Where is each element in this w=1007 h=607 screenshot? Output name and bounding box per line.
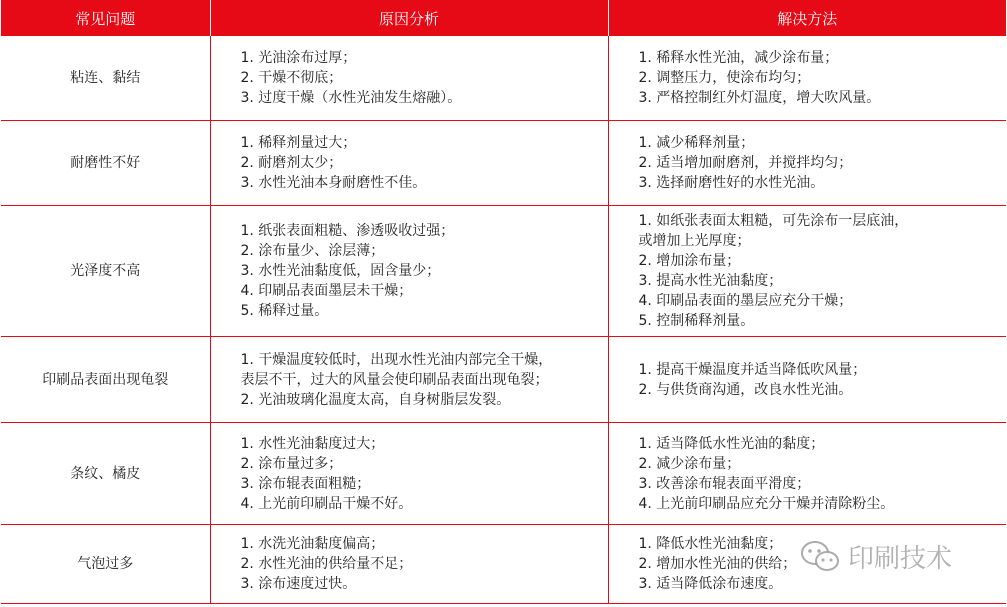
causes-cell (210, 121, 608, 206)
solution-item: 1. 降低水性光油黏度； (638, 536, 783, 552)
solution-item: 2. 调整压力，使涂布均匀； (638, 70, 811, 86)
wechat-icon (800, 540, 840, 574)
solution-item: 3. 改善涂布辊表面平滑度； (638, 475, 811, 492)
solution-item: 4. 上光前印刷品应充分干燥并清除粉尘。 (638, 495, 895, 512)
cause-item: 1. 光油涂布过厚； (240, 50, 357, 66)
solutions-cell (608, 206, 1006, 337)
solutions-cell (608, 337, 1006, 423)
problem-cell: 条纹、橘皮 (1, 423, 210, 525)
solution-item: 4. 印刷品表面的墨层应充分干燥； (638, 293, 853, 309)
solution-item: 2. 适当增加耐磨剂，并搅拌均匀； (638, 155, 853, 171)
problem-cell: 粘连、黏结 (1, 36, 210, 121)
header-solutions: 解决方法 (608, 0, 1006, 36)
solution-item: 1. 适当降低水性光油的黏度； (638, 435, 825, 452)
cause-item: 2. 水性光油的供给量不足； (240, 556, 413, 572)
problem-cell: 光泽度不高 (1, 206, 210, 337)
solution-item: 1. 稀释水性光油，减少涂布量； (638, 50, 839, 66)
cause-item: 1. 纸张表面粗糙、渗透吸收过强； (240, 223, 455, 239)
header-common-problems: 常见问题 (1, 0, 210, 36)
cause-item: 2. 干燥不彻底； (240, 70, 343, 86)
cause-item: 2. 涂布量少、涂层薄； (240, 243, 385, 259)
cause-item: 2. 涂布量过多； (240, 455, 343, 472)
solution-item: 2. 与供货商沟通，改良水性光油。 (638, 381, 853, 398)
causes-cell (210, 525, 608, 604)
causes-cell (210, 423, 608, 525)
cause-item: 1. 水性光油黏度过大； (240, 435, 385, 452)
cause-item: 4. 印刷品表面墨层未干燥； (240, 283, 413, 299)
watermark (800, 538, 952, 575)
solution-item: 3. 适当降低涂布速度。 (638, 576, 783, 592)
solution-item: 2. 减少涂布量； (638, 455, 741, 472)
cause-item: 3. 涂布速度过快。 (240, 576, 357, 592)
solution-item: 或增加上光厚度； (638, 233, 751, 249)
cause-item: 2. 光油玻璃化温度太高，自身树脂层发裂。 (240, 391, 511, 408)
cause-item: 3. 水性光油本身耐磨性不佳。 (240, 175, 427, 191)
table-row (1, 423, 1006, 525)
cause-item: 3. 过度干燥（水性光油发生熔融）。 (240, 90, 462, 106)
header-cause-analysis: 原因分析 (210, 0, 608, 36)
solution-item: 5. 控制稀释剂量。 (638, 313, 755, 329)
causes-cell (210, 206, 608, 337)
cause-item: 1. 稀释剂量过大； (240, 135, 357, 151)
cause-item: 1. 干燥温度较低时，出现水性光油内部完全干燥， (240, 351, 553, 368)
watermark-text: 印刷技术 (848, 544, 953, 574)
header-row (1, 0, 1006, 36)
problem-cell: 耐磨性不好 (1, 121, 210, 206)
cause-item: 1. 水洗光油黏度偏高； (240, 536, 385, 552)
table-row (1, 36, 1006, 121)
troubleshooting-table (1, 0, 1006, 604)
problem-cell: 印刷品表面出现龟裂 (1, 337, 210, 423)
cause-item: 表层不干，过大的风量会使印刷品表面出现龟裂； (240, 371, 549, 388)
causes-cell (210, 36, 608, 121)
solutions-cell (608, 121, 1006, 206)
solutions-cell (608, 36, 1006, 121)
cause-item: 3. 涂布辊表面粗糙； (240, 475, 371, 492)
solution-item: 3. 提高水性光油黏度； (638, 273, 783, 289)
solution-item: 2. 增加水性光油的供给； (638, 556, 797, 572)
solutions-cell (608, 423, 1006, 525)
table-row (1, 206, 1006, 337)
solution-item: 3. 严格控制红外灯温度，增大吹风量。 (638, 90, 881, 106)
cause-item: 5. 稀释过量。 (240, 303, 329, 319)
cause-item: 2. 耐磨剂太少； (240, 155, 343, 171)
solution-item: 2. 增加涂布量； (638, 253, 741, 269)
cause-item: 3. 水性光油黏度低，固含量少； (240, 263, 441, 279)
solution-item: 1. 提高干燥温度并适当降低吹风量； (638, 361, 867, 378)
table-row (1, 121, 1006, 206)
solution-item: 1. 减少稀释剂量； (638, 135, 755, 151)
causes-cell (210, 337, 608, 423)
solution-item: 3. 选择耐磨性好的水性光油。 (638, 175, 825, 191)
cause-item: 4. 上光前印刷品干燥不好。 (240, 495, 413, 512)
solution-item: 1. 如纸张表面太粗糙，可先涂布一层底油， (638, 213, 909, 229)
table-row (1, 337, 1006, 423)
problem-cell: 气泡过多 (1, 525, 210, 604)
